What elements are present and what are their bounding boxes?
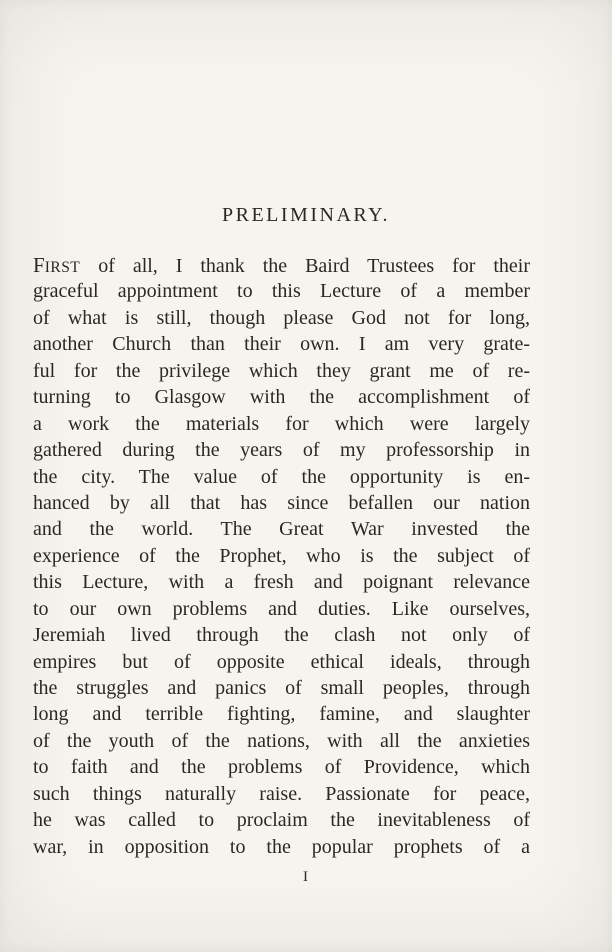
body-text-line: of what is still, though please God not for long, [33,306,530,329]
body-text-line: to our own problems and duties. Like ourselves, [33,597,530,620]
body-text-line: Jeremiah lived through the clash not only of [33,624,530,647]
body-text-line: ful for the privilege which they grant me of re- [33,359,530,382]
body-text-line: empires but of opposite ethical ideals, through [33,650,530,673]
page-number: I [303,869,309,885]
body-text-line [33,252,530,278]
lead-word-initial: F [33,253,45,277]
body-text-line: turning to Glasgow with the accomplishment of [33,386,530,409]
body-text-line: of the youth of the nations, with all the anxieties [33,729,530,752]
body-text-line: such things naturally raise. Passionate for peace, [33,782,530,805]
body-text-line: and the world. The Great War invested the [33,518,530,541]
first-line-text: of all, I thank the Baird Trustees for their [80,255,530,277]
body-text-line: experience of the Prophet, who is the subject of [33,544,530,567]
lead-word-smallcaps: IRST [44,259,81,276]
body-text-line: this Lecture, with a fresh and poignant relevance [33,571,530,594]
body-text-line: hanced by all that has since befallen our nation [33,491,530,514]
body-text-line: the city. The value of the opportunity is en- [33,465,530,488]
page-heading: PRELIMINARY. [222,204,390,226]
body-text-line: the struggles and panics of small peoples, through [33,677,530,699]
body-text-line: to faith and the problems of Providence, which [33,756,530,779]
body-text-line: a work the materials for which were largely [33,412,530,435]
body-text-line: graceful appointment to this Lecture of a member [33,280,530,303]
body-text-line: war, in opposition to the popular prophets of a [33,835,530,858]
body-text-line: another Church than their own. I am very grate- [33,333,530,356]
body-text-line: long and terrible fighting, famine, and slaughter [33,703,530,726]
body-text-line: he was called to proclaim the inevitableness of [33,809,530,832]
body-text-line: gathered during the years of my professorship in [33,439,530,462]
body-paragraph [33,252,530,860]
